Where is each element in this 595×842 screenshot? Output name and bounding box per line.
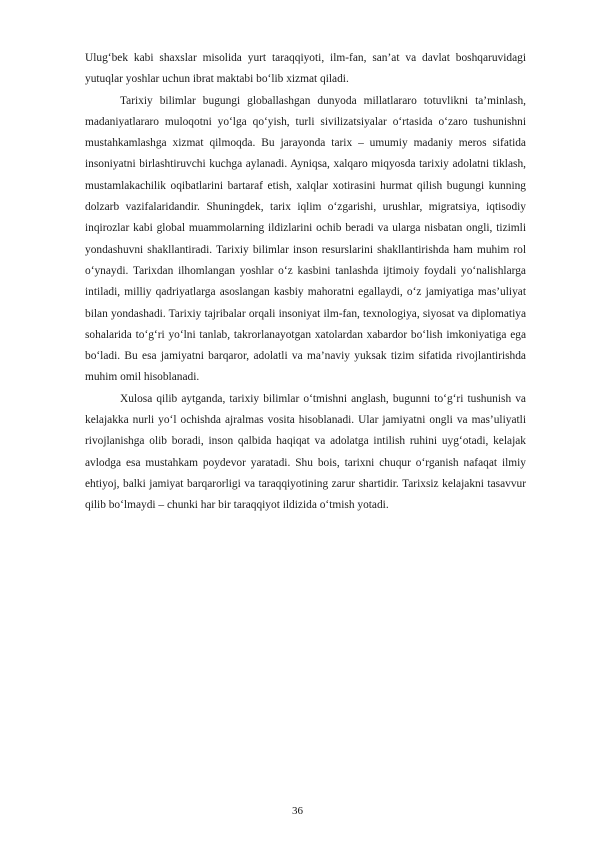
- paragraph-1: Ulug‘bek kabi shaxslar misolida yurt taraqqiyoti, ilm-fan, san’at va davlat boshqaruvidagi yutuqlar yoshlar uchun ibrat maktabi bo‘lib xizmat qiladi.: [85, 52, 526, 86]
- page-number: 36: [292, 805, 303, 817]
- body-text: [85, 48, 526, 517]
- paragraph-3: Xulosa qilib aytganda, tarixiy bilimlar o‘tmishni anglash, bugunni to‘g‘ri tushunish va kelajakka nurli yo‘l ochishda ajralmas vosita hisoblanadi. Ular jamiyatni ongli va mas’uliyatli rivojlanishga olib boradi, inson qalbida haqiqat va adolatga intilish ruhini uyg‘otadi, kelajak avlodga esa mustahkam poydevor yaratadi. Shu bois, tarixni chuqur o‘rganish nafaqat ilmiy ehtiyoj, balki jamiyat barqarorligi va taraqqiyotining zarur shartidir. Tarixsiz kelajakni tasavvur qilib bo‘lmaydi – chunki har bir taraqqiyot ildizida o‘tmish yotadi.: [85, 392, 526, 512]
- paragraph-2: Tarixiy bilimlar bugungi globallashgan dunyoda millatlararo totuvlikni ta’minlash, madaniyatlararo muloqotni yo‘lga qo‘yish, turli sivilizatsiyalar o‘rtasida o‘zaro tushunishni mustahkamlashga xizmat qilmoqda. Bu jarayonda tarix – umumiy madaniy meros sifatida insoniyatni birlashtiruvchi kuchga aylanadi. Ayniqsa, xalqaro miqyosda tarixiy adolatni tiklash, mustamlakachilik oqibatlarini bartaraf etish, xalqlar xotirasini hurmat qilish bugungi kunning dolzarb vazifalaridandir. Shuningdek, tarix iqlim o‘zgarishi, urushlar, migratsiya, iqtisodiy inqirozlar kabi global muammolarning ildizlarini ochib beradi va ularga nisbatan ongli, tizimli yondashuvni shakllantiradi. Tarixiy bilimlar inson resurslarini shakllantirishda ham muhim rol o‘ynaydi. Tarixdan ilhomlangan yoshlar o‘z kasbini tanlashda ijtimoiy foydali yo‘nalishlarga intiladi, milliy qadriyatlarga asoslangan kasbiy mahoratni egallaydi, o‘z jamiyatiga mas’uliyat bilan yondashadi. Tarixiy tajribalar orqali insoniyat ilm-fan, texnologiya, siyosat va diplomatiya sohalarida to‘g‘ri yo‘lni tanlab, takrorlanayotgan xatolardan xabardor bo‘lish imkoniyatiga ega bo‘ladi. Bu esa jamiyatni barqaror, adolatli va ma’naviy yuksak tizim sifatida rivojlantirishda muhim omil hisoblanadi.: [85, 94, 526, 384]
